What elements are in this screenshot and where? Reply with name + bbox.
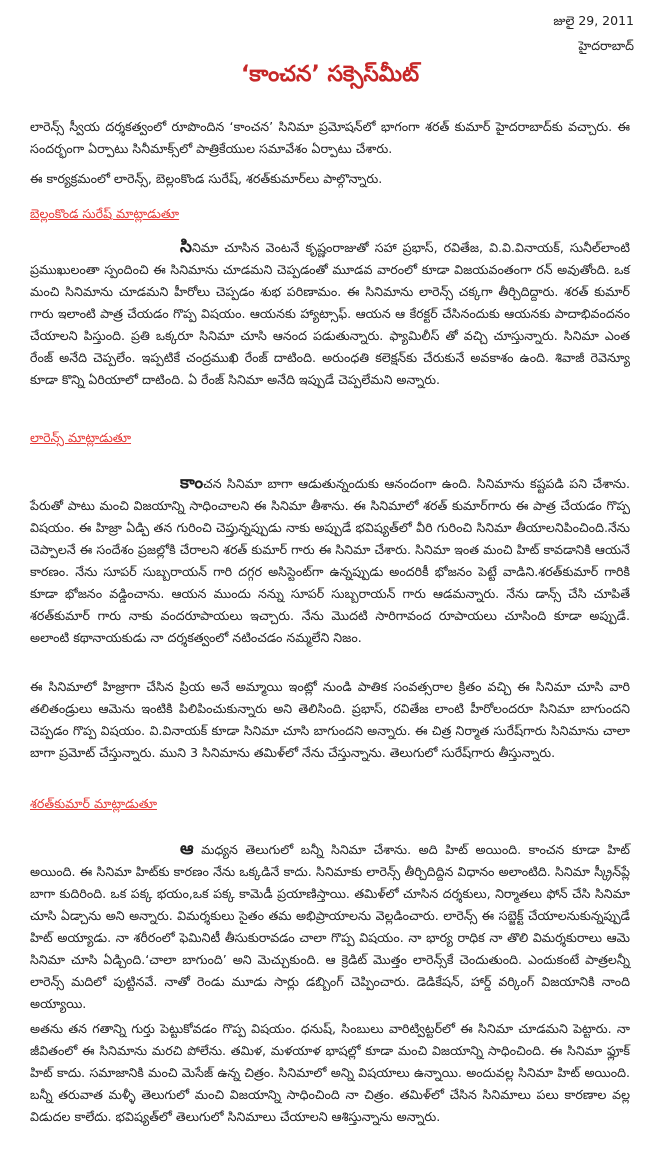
paragraph-text: చన సినిమా బాగా ఆడుతున్నందుకు ఆనందంగా ఉంది. సినిమాను కష్టపడి పని చేశాను. పేరుతో పాటు మంచి విజయాన్ని సాధించాలని ఈ సినిమా తీశాను. ఈ సినిమాలో శరత్ కుమార్‌గారు ఈ పాత్ర చేయడం గొప్ప విషయం. ఈ హిజ్రా ఏడ్పి తన గురించి చెప్తున్నప్పుడు నాకు అప్పుడే భవిష్యత్‌లో వీరి గురించి సినిమా తీయాలనిపించింది.నేను చెప్పాలనే ఈ సందేశం ప్రజల్లోకి చేరాలని శరత్ కుమార్ గారు ఈ సినిమా చేశారు. సినిమా ఇంత మంచి హిట్ కావడానికి ఆయనే కారణం. నేను సూపర్ సుబ్బరాయన్ గారి దగ్గర అసిస్టెంట్‌గా ఉన్నప్పుడు అందరికీ భోజనం పెట్టే వాడిని.శరత్‌కుమార్ గారికి కూడా భోజనం వడ్డించాను. ఆయన ముందు నన్ను సూపర్ సుబ్బరాయన్ గారు ఆడమన్నారు. నేను డాన్స్ చేసి చూపితే శరత్‌కుమార్ గారు నాకు వందరూపాయలు ఇచ్చారు. నేను మొదటి సారిగావంద రూపాయలు చూసింది కూడా అప్పుడే. అలాంటి కథానాయకుడు నా దర్శకత్వంలో నటించడం నమ్మలేని నిజం. (30, 476, 630, 645)
section-paragraph-sarath-1 (30, 838, 630, 1015)
section-paragraph-lawrence-2: ఈ సినిమాలో హిజ్రాగా చేసిన ప్రియ అనే అమ్మాయి ఇంట్లో నుండి పాతిక సంవత్సరాల క్రితం వచ్చి ఈ సినిమా చూసి వారి తలితండ్రులు ఆమెను ఇంటికి పిలిపించుకున్నారు అని తెలిసింది. ప్రభాస్, రవితేజ లాంటి హీరోలందరూ సినిమా బాగుందని చెప్పడం గొప్ప విషయం. వి.వినాయక్ కూడా సినిమా చూసి బాగుందని అన్నారు. ఈ చిత్ర నిర్మాత సురేష్‌గారు సినిమాను చాలా బాగా ప్రమోట్ చేస్తున్నారు. ముని 3 సినిమాను తమిళ్‌లో నేను చేస్తున్నాను. తెలుగులో సురేష్‌గారు తీస్తున్నారు. (30, 679, 630, 760)
article-title (0, 62, 660, 92)
intro-paragraph-1: లారెన్స్ స్వీయ దర్శకత్వంలో రూపొందిన ‘కాంచన’ సినిమా ప్రమోషన్‌లో భాగంగా శరత్ కుమార్ హైదరాబాద్‌కు వచ్చారు. ఈ సందర్భంగా ఏర్పాటు సినీమాక్స్‌లో పాత్రికేయుల సమావేశం ఏర్పాటు చేశారు. (30, 119, 630, 156)
drop-letter: కాం (180, 473, 204, 493)
drop-letter: ఆ (180, 839, 194, 859)
title-part-1: ‘కాంచన’ (240, 62, 320, 87)
section-paragraph-sarath-2: అతను తన గతాన్ని గుర్తు పెట్టుకోవడం గొప్ప విషయం. ధనుష్, సింబులు వారిట్విట్టర్‌లో ఈ సినిమా చూడమని పెట్టారు. నా జీవితంలో ఈ సినిమాను మరచి పోలేను. తమిళ, మళయాళ భాషల్లో కూడా మంచి విజయాన్ని సాధించింది. ఈ సినిమా ఫ్లూక్ హిట్ కాదు. సమాజానికి మంచి మెసేజ్ ఉన్న చిత్రం. సినిమాలో అన్ని విషయాలు ఉన్నాయి. అందువల్ల సినిమా హిట్ అయింది. బన్నీ తరువాత మళ్ళీ తెలుగులో మంచి విజయాన్ని సాధించింది నా చిత్రం. తమిళ్‌లో చేసిన సినిమాలు పలు కారణాల వల్ల విడుదల కాలేదు. భవిష్యత్‌లో తెలుగులో సినిమాలు చేయాలని ఆశిస్తున్నాను అన్నారు. (30, 1021, 630, 1124)
drop-letter: సి (180, 237, 192, 257)
section-heading-sarath: శరత్‌కుమార్ మాట్లాడుతూ (30, 796, 157, 811)
city: హైదరాబాద్ (578, 38, 634, 53)
date: జులై 29, 2011 (553, 13, 634, 28)
paragraph-text: నిమా చూసిన వెంటనే కృష్ణంరాజుతో సహా ప్రభాస్, రవితేజ, వి.వి.వినాయక్, సునీల్‌లాంటి ప్రముఖులంతా స్పందించి ఈ సినిమాను చూడమని చెప్పడంతో మూడవ వారంలో కూడా విజయవంతంగా రన్ అవుతోంది. ఒక మంచి సినిమాను చూడమని హీరోలు చెప్పడం శుభ పరిణామం. ఈ సినిమాను లారెన్స్ చక్కగా తీర్చిదిద్దారు. శరత్ కుమార్ గారు ఇలాంటి పాత్ర చేయడం గొప్ప విషయం. ఆయనకు హ్యాట్సాఫ్. ఆయన ఆ కేరక్టర్ చేసినందుకు ఆయనకు పాదాభివందనం చేయాలని పిస్తుంది. ప్రతి ఒక్కరూ సినిమా చూసి ఆనంద పడుతున్నారు. ఫ్యామిలీస్ తో వచ్చి చూస్తున్నారు. సినిమా ఎంత రేంజ్ అనేది చెప్పలేం. ఇప్పటికే చంద్రముఖి రేంజ్ దాటింది. అరుంధతి కలెక్షన్‌కు చేరుకునే అవకాశం ఉంది. శివాజీ రెవెన్యూ కూడా కొన్ని ఏరియాలో దాటింది. ఏ రేంజ్ సినిమా అనేది ఇప్పుడే చెప్పలేమని అన్నారు. (30, 240, 630, 387)
section-paragraph-lawrence-1 (30, 472, 630, 649)
dateline (553, 8, 634, 58)
section-paragraph-bellamkonda (30, 236, 630, 391)
title-part-2: సక్సెస్‌మీట్ (327, 62, 420, 87)
section-heading-lawrence: లారెన్స్ మాట్లాడుతూ (30, 430, 132, 445)
section-heading-bellamkonda: బెల్లంకొండ సురేష్ మాట్లాడుతూ (30, 206, 180, 221)
paragraph-text: మధ్యన తెలుగులో బన్నీ సినిమా చేశాను. అది హిట్ అయింది. కాంచన కూడా హిట్ అయింది. ఈ సినిమా హిట్‌కు కారణం నేను ఒక్కడినే కాదు. సినిమాకు లారెన్స్ తీర్చిదిద్దిన విధానం అలాంటిది. సినిమా స్క్రీన్‌ప్లే బాగా కుదిరింది. ఒక పక్క భయం,ఒక పక్క కామెడీ ప్రయాణిస్తాయి. తమిళ్‌లో చూసిన దర్శకులు, నిర్మాతలు ఫోన్ చేసి సినిమా చూసి ఏడ్చాను అని అన్నారు. విమర్శకులు సైతం తమ అభిప్రాయాలను వెల్లడించారు. లారెన్స్ ఈ సబ్జెక్ట్ చేయాలనుకున్నప్పుడే హిట్ అయ్యాడు. నా శరీరంలో ఫెమినిటీ తీసుకురావడం చాలా గొప్ప విషయం. నా భార్య రాధిక నా తొలి విమర్శకురాలు ఆమె సినిమా చూసి ఏడ్చింది.‘చాలా బాగుంది’ అని మెచ్చుకుంది. ఆ క్రెడిట్ మొత్తం లారెన్స్‌కే చెందుతుంది. ఎందుకంటే పాత్రలన్నీ లారెన్స్ మదిలో పుట్టినవే. నాతో రెండు మూడు సార్లు డబ్బింగ్ చెప్పించారు. డెడికేషన్, హార్డ్ వర్కింగ్ విజయానికి నాంది అయ్యాయి. (30, 842, 630, 1011)
intro-paragraph-2: ఈ కార్యక్రమంలో లారెన్స్, బెల్లంకొండ సురేష్, శరత్‌కుమార్‌లు పాల్గొన్నారు. (30, 171, 383, 186)
